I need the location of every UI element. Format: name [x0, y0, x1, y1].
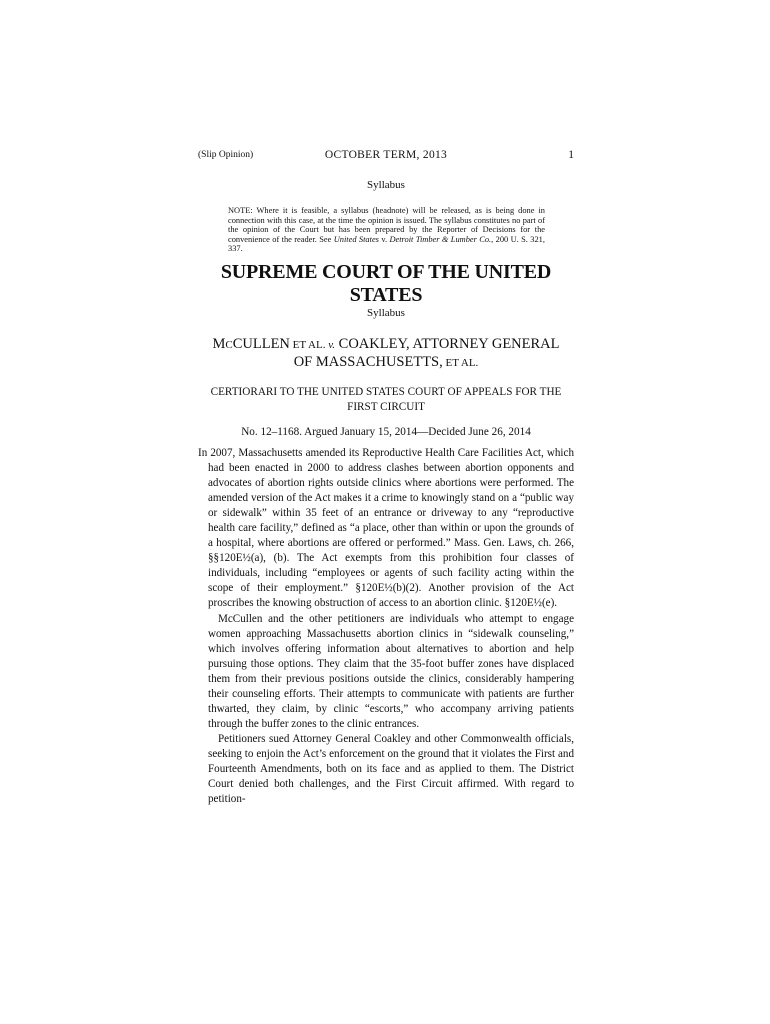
- respondent-state: OF MASSACHUSETTS,: [293, 354, 443, 370]
- case-caption: [198, 336, 574, 372]
- petitioner-small-cap: C: [225, 339, 233, 351]
- respondent-name: COAKLEY, ATTORNEY GENERAL: [335, 336, 560, 352]
- running-header: [198, 149, 574, 165]
- court-name: SUPREME COURT OF THE UNITED STATES: [220, 261, 552, 306]
- note-text: NOTE: Where it is feasible, a syllabus (headnote) will be released, as is being done in connection with this case, at the time the opinion is issued. The syllabus constitutes no part of the opinion of the Court but has been prepared by the Reporter of Decisions for the convenience of the reader. See: [228, 206, 545, 244]
- paragraph-1: In 2007, Massachusetts amended its Reproductive Health Care Facilities Act, which had been enacted in 2000 to address clashes between abortion opponents and advocates of abortion rights outside clinics where abortions were performed. The amended version of the Act makes it a crime to knowingly stand on a “public way or sidewalk” within 35 feet of an entrance or driveway to any “reproductive health care facility,” defined as “a place, other than within or upon the grounds of a hospital, where abortions are offered or performed.” Mass. Gen. Laws, ch. 266, §§120E½(a), (b). The Act exempts from this prohibition four classes of individuals, including “employees or agents of such facility acting within the scope of their employment.” §120E½(b)(2). Another provision of the Act proscribes the knowing obstruction of access to an abortion clinic. §120E½(e).: [198, 447, 574, 610]
- note-case-party-1: United States: [333, 234, 379, 244]
- petitioner-name: CULLEN: [232, 336, 290, 352]
- note-citation: , 200 U. S. 321, 337.: [228, 234, 545, 254]
- petitioner-et-al: ET AL.: [289, 339, 326, 351]
- versus: v.: [325, 339, 336, 351]
- syllabus-note: [228, 206, 545, 254]
- respondent-et-al: ET AL.: [442, 357, 479, 369]
- page-number: 1: [568, 149, 574, 161]
- case-caption-line-1: [198, 336, 574, 354]
- case-caption-line-2: [198, 354, 574, 372]
- petitioner-initial: M: [212, 336, 226, 352]
- syllabus-heading: Syllabus: [367, 307, 405, 319]
- certiorari-line: CERTIORARI TO THE UNITED STATES COURT OF APPEALS FOR THE FIRST CIRCUIT: [210, 386, 562, 413]
- docket-line: No. 12–1168. Argued January 15, 2014—Decided June 26, 2014: [241, 426, 531, 438]
- note-case-party-2: Detroit Timber & Lumber Co.: [389, 234, 492, 244]
- slip-opinion-label: (Slip Opinion): [198, 150, 254, 160]
- syllabus-body: [198, 446, 574, 807]
- syllabus-heading-top: Syllabus: [367, 179, 405, 191]
- term-label: OCTOBER TERM, 2013: [324, 149, 448, 161]
- paragraph-2: McCullen and the other petitioners are individuals who attempt to engage women approaching Massachusetts abortion clinics in “sidewalk counseling,” which involves offering information about alternatives to abortion and help pursuing those options. They claim that the 35-foot buffer zones have displaced them from their previous positions outside the clinics, considerably hampering their counseling efforts. Their attempts to communicate with patients are further thwarted, they claim, by clinic “escorts,” who accompany arriving patients through the buffer zones to the clinic entrances.: [208, 612, 574, 730]
- paragraph-3: Petitioners sued Attorney General Coakley and other Commonwealth officials, seeking to enjoin the Act’s enforcement on the ground that it violates the First and Fourteenth Amendments, both on its face and as applied to them. The District Court denied both challenges, and the First Circuit affirmed. With regard to petition-: [208, 732, 574, 806]
- note-v: v.: [378, 234, 390, 244]
